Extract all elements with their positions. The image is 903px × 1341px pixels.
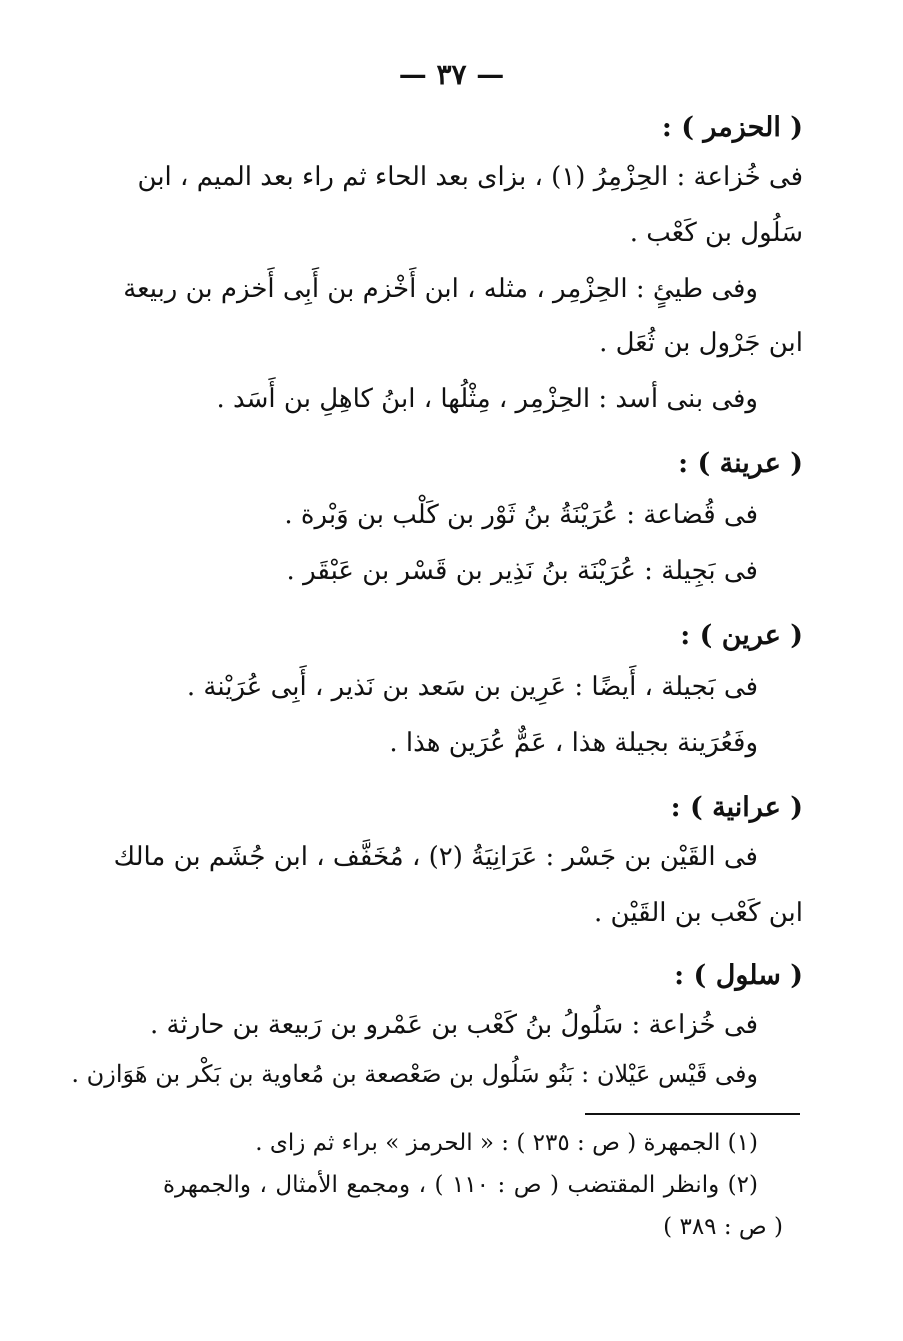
text-line: سَلُول بن كَعْب . <box>629 218 803 248</box>
section-heading-hazmar: ( الحزمر ) : <box>661 112 803 143</box>
text-line: فى بَجيلة ، أَيضًا : عَرِين بن سَعد بن نَذير ، أَبِى عُرَيْنة . <box>186 672 758 702</box>
text-line: فى قُضاعة : عُرَيْنَةُ بنُ ثَوْر بن كَلْب بن وَبْرة . <box>284 500 758 530</box>
footnote-2-continued: ( ص : ٣٨٩ ) <box>663 1214 783 1240</box>
text-line: وفَعُرَينة بجيلة هذا ، عَمٌّ عُرَين هذا . <box>389 728 758 758</box>
footnote-2: (٢) وانظر المقتضب ( ص : ١١٠ ) ، ومجمع الأمثال ، والجمهرة <box>163 1172 758 1198</box>
text-line: وفى قَيْس عَيْلان : بَنُو سَلُول بن صَعْصعة بن مُعاوية بن بَكْر بن هَوَازن . <box>71 1060 758 1088</box>
footnote-1: (١) الجمهرة ( ص : ٢٣٥ ) : « الحرمز » براء ثم زاى . <box>255 1130 758 1156</box>
section-heading-urayna: ( عرينة ) : <box>678 448 803 479</box>
text-line: فى خُزاعة : سَلُولُ بنُ كَعْب بن عَمْرو بن رَبيعة بن حارثة . <box>150 1010 758 1040</box>
text-line: فى بَجِيلة : عُرَيْنَة بنُ نَذِير بن قَسْر بن عَبْقَر . <box>286 556 758 586</box>
page-number: — ٣٧ — <box>398 58 505 91</box>
text-line: ابن جَرْول بن ثُعَل . <box>599 328 803 358</box>
text-line: فى خُزاعة : الحِزْمِرُ (١) ، بزاى بعد الحاء ثم راء بعد الميم ، ابن <box>137 162 803 192</box>
text-line: فى القَيْن بن جَسْر : عَرَانِيَةُ (٢) ، مُخَفَّف ، ابن جُشَم بن مالك <box>113 842 758 872</box>
section-heading-arin: ( عرين ) : <box>680 620 803 651</box>
section-heading-araniya: ( عرانية ) : <box>670 792 803 823</box>
text-line: وفى بنى أسد : الحِزْمِر ، مِثْلُها ، ابنُ كاهِلِ بن أَسَد . <box>216 384 758 414</box>
text-line: وفى طيئٍ : الحِزْمِر ، مثله ، ابن أَخْزم بن أَبِى أَخزم بن ربيعة <box>123 274 758 304</box>
footnote-separator <box>585 1113 800 1115</box>
text-line: ابن كَعْب بن القَيْن . <box>594 898 803 928</box>
section-heading-salul: ( سلول ) : <box>674 960 803 991</box>
